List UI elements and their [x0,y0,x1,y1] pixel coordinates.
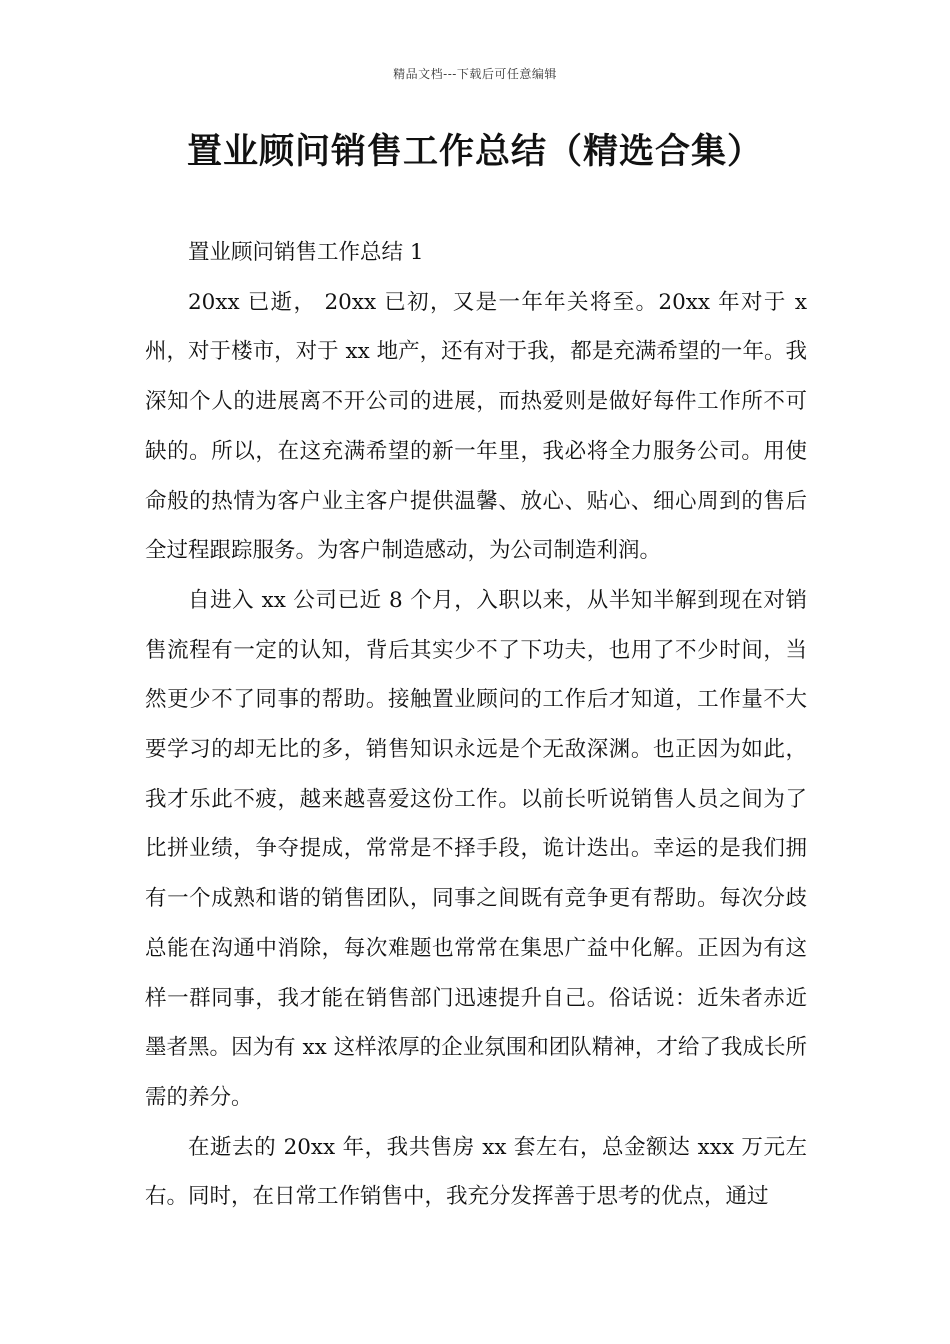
header-note: 精品文档---下载后可任意编辑 [393,67,557,81]
section-heading: 置业顾问销售工作总结 1 [188,240,424,265]
document-title: 置业顾问销售工作总结（精选合集） [186,132,763,172]
paragraph-3: 在逝去的 20xx 年，我共售房 xx 套左右，总金额达 xxx 万元左右。同时，在日常工作销售中，我充分发挥善于思考的优点，通过 [145,1134,807,1210]
paragraph-2: 自进入 xx 公司已近 8 个月，入职以来，从半知半解到现在对销售流程有一定的认知，背后其实少不了下功夫，也用了不少时间，当然更少不了同事的帮助。接触置业顾问的工作后才知道，工作量不大要学习的却无比的多，销售知识永远是个无敌深渊。也正因为如此，我才乐此不疲，越来越喜爱这份工作。以前长听说销售人员之间为了比拼业绩，争夺提成，常常是不择手段，诡计迭出。幸运的是我们拥有一个成熟和谐的销售团队，同事之间既有竞争更有帮助。每次分歧总能在沟通中消除，每次难题也常常在集思广益中化解。正因为有这样一群同事，我才能在销售部门迅速提升自己。俗话说：近朱者赤近墨者黑。因为有 xx 这样浓厚的企业氛围和团队精神，才给了我成长所需的养分。 [145,587,807,1110]
paragraph-1: 20xx 已逝， 20xx 已初，又是一年年关将至。20xx 年对于 x 州，对于楼市，对于 xx 地产，还有对于我，都是充满希望的一年。我深知个人的进展离不开公司的进展，而热爱则是做好每件工作所不可缺的。所以，在这充满希望的新一年里，我必将全力服务公司。用使命般的热情为客户业主客户提供温馨、放心、贴心、细心周到的售后全过程跟踪服务。为客户制造感动，为公司制造利润。 [145,289,807,564]
document-body [145,228,807,1222]
